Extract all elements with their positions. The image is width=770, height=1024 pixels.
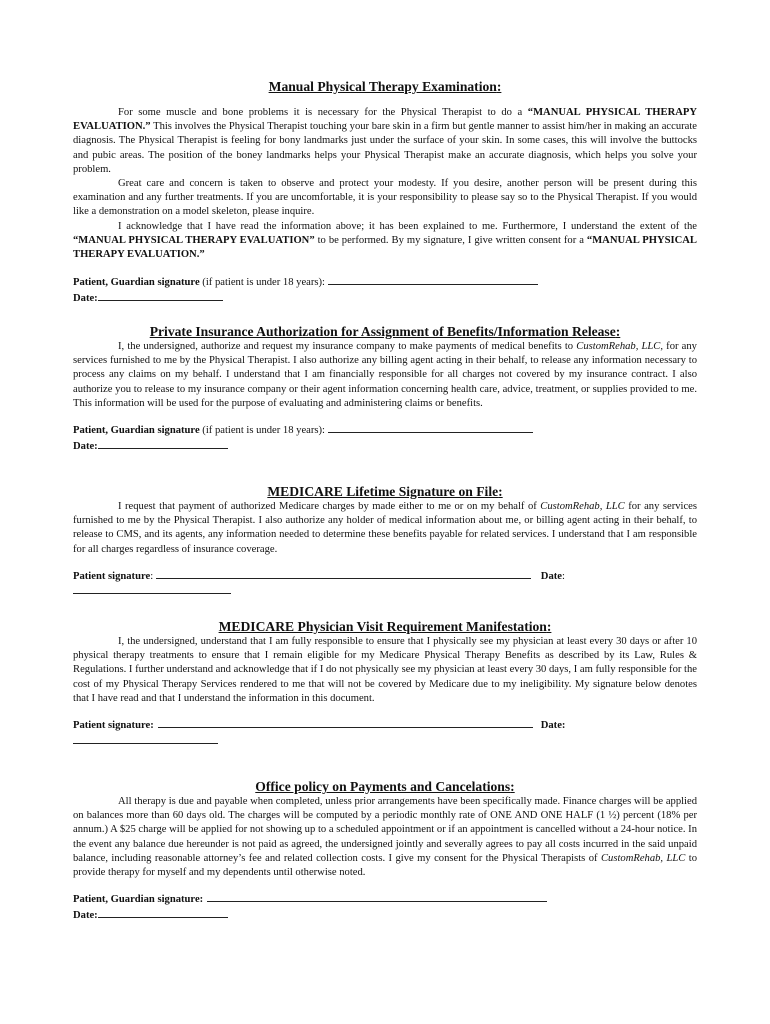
exam-date-line (73, 291, 697, 307)
medicare-patient-signature-field[interactable] (156, 569, 531, 579)
exam-p3-text-c: to be performed. By my signature, I give written consent for a (314, 234, 587, 246)
medicare-visit-paragraph: I, the undersigned, understand that I am fully responsible to ensure that I physically see my physician at least every 30 days or after 10 physical therapy treatments to ensure that I remain eligible for my Medicare Physical Therapy Benefits as described by its Law, Rules & Regulations. I further understand and acknowledge that if I do not physically see my physician at least every 30 days, I am fully responsible for the cost of my Physical Therapy Services rendered to me that will not be covered by Medicare due to my ineligibility. My signature below denotes that I have read and that I understand the information in this document. (73, 636, 697, 704)
medicare-visit-date-field[interactable] (73, 734, 218, 744)
insurance-signature-note: (if patient is under 18 years): (199, 425, 328, 437)
exam-p1-text-c: This involves the Physical Therapist touching your bare skin in a firm but gentle manner to assist him/her in making an accurate diagnosis. The Physical Therapist is feeling for bony landmarks just under the surface of your skin. In some cases, this will involve the buttocks and pubic areas. The position of the boney landmarks helps your Physical Therapist make an accurate diagnosis, which helps you solve your problem. (73, 121, 697, 175)
insurance-p1-company: CustomRehab, LLC, (576, 341, 664, 352)
medicare-visit-date-label: Date: (540, 720, 566, 732)
medicare-patient-signature-label: Patient signature (73, 570, 151, 582)
office-policy-paragraph (73, 795, 697, 880)
medicare-date-continuation (73, 584, 697, 594)
office-policy-title-text: Office policy on Payments and Cancelations (255, 779, 511, 794)
medicare-visit-signature-field[interactable] (158, 718, 533, 728)
office-policy-section (73, 778, 697, 923)
exam-signature-field[interactable] (328, 275, 538, 285)
office-policy-title-colon: : (510, 779, 515, 794)
insurance-signature-line (73, 423, 697, 439)
exam-paragraph-3 (73, 220, 697, 263)
insurance-p1-text-c: for any services furnished to me by the Physical Therapist. I also authorize any billing agent acting in their behalf, to release any information necessary to process any claims on my behalf. I understand that I am financially responsible for all charges not covered by my insurance contract. I also authorize you to release to my insurance company or their agent information concerning health care, advice, treatment, or supplies provided to me. This information will be used for the purpose of evaluating and administering claims or benefits. (73, 341, 697, 409)
exam-signature-label: Patient, Guardian signature (73, 277, 200, 289)
medicare-patient-signature-colon: : (150, 570, 156, 582)
medicare-visit-signature-line (73, 718, 697, 734)
exam-title-text: Manual Physical Therapy Examination (268, 79, 497, 94)
office-policy-title (73, 778, 697, 795)
medicare-date-colon: : (561, 570, 565, 582)
exam-title-colon: : (496, 79, 502, 94)
medicare-signature-section (73, 483, 697, 594)
office-signature-line (73, 892, 697, 908)
exam-p1-text-a: For some muscle and bone problems it is necessary for the Physical Therapist to do a (118, 107, 528, 118)
exam-p3-text-a: I acknowledge that I have read the information above; it has been explained to me. Furthermore, I understand the extent of the (118, 220, 697, 232)
insurance-paragraph (73, 340, 697, 411)
exam-p3-bold-d: “MANUAL PHYSICAL THERAPY EVALUATION.” (73, 234, 697, 261)
medicare-signature-paragraph (73, 500, 697, 557)
office-signature-label: Patient, Guardian signature: (73, 894, 204, 906)
office-signature-field[interactable] (207, 892, 547, 902)
insurance-title-colon: : (615, 324, 621, 339)
medicare-date-field[interactable] (73, 584, 231, 594)
medicare-signature-title (73, 483, 697, 500)
medicare-signature-text-a: I request that payment of authorized Medicare charges by made either to me or on my behalf of (118, 501, 541, 512)
medicare-visit-section (73, 618, 697, 744)
medicare-visit-title-colon: : (546, 619, 552, 634)
medicare-visit-date-continuation (73, 734, 697, 744)
insurance-title (73, 323, 697, 340)
exam-paragraph-2: Great care and concern is taken to observe and protect your modesty. If you desire, another person will be present during this examination and any further treatments. If you are uncomfortable, it is your responsibility to please say so to the Physical Therapist. If you would like a demonstration on a model skeleton, please inquire. (73, 178, 697, 218)
exam-signature-line (73, 275, 697, 291)
medicare-visit-title-text: MEDICARE Physician Visit Requirement Manifestation (218, 619, 547, 634)
office-date-label: Date: (73, 909, 98, 921)
exam-title (73, 78, 697, 95)
office-date-field[interactable] (98, 908, 228, 918)
office-date-line (73, 908, 697, 924)
exam-p3-bold-b: “MANUAL PHYSICAL THERAPY EVALUATION” (73, 234, 315, 246)
medicare-signature-company: CustomRehab, LLC (540, 501, 625, 512)
medicare-signature-title-colon: : (498, 484, 503, 499)
medicare-signature-text-c: for any services furnished to me by the Physical Therapist. I also authorize any holder of medical information about me, or billing agent acting in their behalf, to release to CMS, and its agents, any information needed to determine these benefits payable for related services. I understand that I am responsible for all charges regardless of insurance coverage. (73, 501, 697, 555)
insurance-date-label: Date: (73, 440, 98, 452)
exam-p1-bold: “MANUAL PHYSICAL THERAPY EVALUATION.” (73, 107, 697, 133)
insurance-section (73, 323, 697, 454)
insurance-date-field[interactable] (98, 439, 228, 449)
office-policy-text-c: to provide therapy for myself and my dependents until otherwise noted. (73, 852, 698, 879)
medicare-visit-signature-label: Patient signature: (73, 720, 154, 732)
insurance-signature-label: Patient, Guardian signature (73, 425, 200, 437)
insurance-p1-text-a: I, the undersigned, authorize and request my insurance company to make payments of medical benefits to (118, 341, 577, 352)
exam-paragraph-1 (73, 106, 697, 177)
exam-section (73, 78, 697, 306)
insurance-title-text: Private Insurance Authorization for Assignment of Benefits/Information Release (149, 324, 616, 339)
medicare-signature-title-text: MEDICARE Lifetime Signature on File (267, 484, 499, 499)
insurance-date-line (73, 439, 697, 455)
medicare-visit-title (73, 618, 697, 635)
insurance-signature-field[interactable] (328, 423, 533, 433)
medicare-date-label: Date (540, 570, 562, 582)
exam-signature-note: (if patient is under 18 years): (199, 277, 328, 289)
office-policy-company: CustomRehab, LLC (600, 852, 686, 864)
office-policy-text-a: All therapy is due and payable when completed, unless prior arrangements have been specifically made. Finance charges will be applied on balances more than 60 days old. The charges will be computed by a periodic monthly rate of ONE AND ONE HALF (1 ½) percent (18% per annum.) A $25 charge will be applied for not showing up to a scheduled appointment or if an appointment is cancelled without a 24-hour notice. In the event any balance due hereunder is not paid as agreed, the undersigned jointly and severally agrees to pay all costs incurred in the said unpaid balance, including reasonable attorney’s fee and related collection costs. I give my consent for the Physical Therapists of (73, 796, 697, 864)
medicare-signature-line (73, 569, 697, 585)
exam-date-field[interactable] (98, 291, 223, 301)
exam-date-label: Date: (73, 292, 98, 304)
